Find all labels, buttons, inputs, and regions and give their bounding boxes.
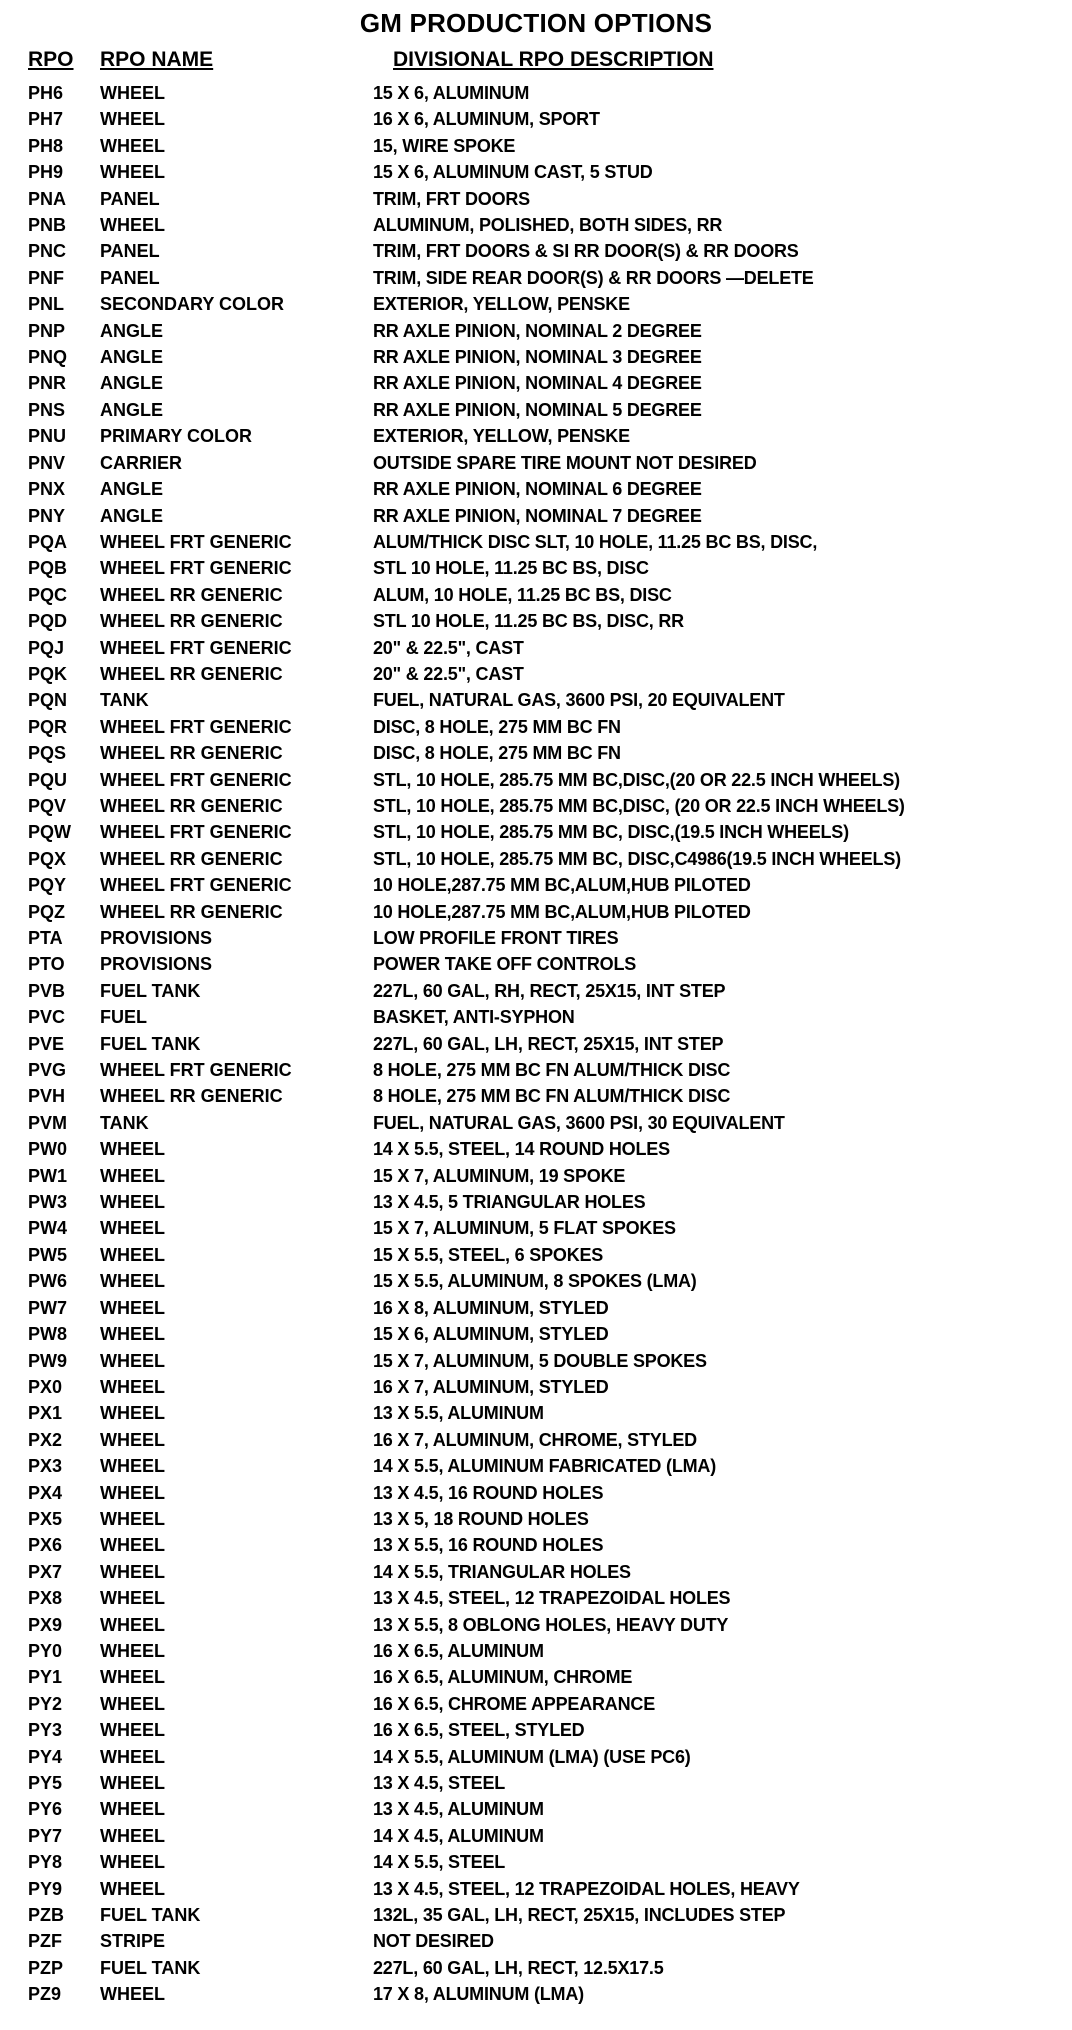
rpo-description: 13 X 4.5, 16 ROUND HOLES	[373, 1482, 604, 1503]
rpo-code: PX7	[28, 1561, 63, 1582]
rpo-description: 10 HOLE,287.75 MM BC,ALUM,HUB PILOTED	[373, 901, 751, 922]
rpo-description: RR AXLE PINION, NOMINAL 6 DEGREE	[373, 479, 702, 500]
table-row	[0, 1400, 1072, 1426]
rpo-code: PQS	[28, 743, 67, 764]
rpo-name: WHEEL FRT GENERIC	[100, 637, 292, 658]
table-row	[0, 1136, 1072, 1162]
rpo-name: WHEEL	[100, 1878, 165, 1899]
rpo-description: 14 X 5.5, ALUMINUM (LMA) (USE PC6)	[373, 1746, 691, 1767]
table-row	[0, 608, 1072, 634]
rpo-description: STL, 10 HOLE, 285.75 MM BC,DISC, (20 OR 22.5 INCH WHEELS)	[373, 795, 905, 816]
rpo-code: PY4	[28, 1746, 63, 1767]
rpo-code: PX9	[28, 1614, 63, 1635]
rpo-code: PVE	[28, 1033, 65, 1054]
table-row	[0, 1532, 1072, 1558]
rpo-code: PNL	[28, 294, 64, 315]
rpo-description: 15 X 7, ALUMINUM, 5 FLAT SPOKES	[373, 1218, 676, 1239]
rpo-code: PY2	[28, 1693, 63, 1714]
rpo-name: WHEEL RR GENERIC	[100, 1086, 283, 1107]
rpo-name: WHEEL	[100, 1825, 165, 1846]
rpo-code: PVH	[28, 1086, 66, 1107]
rpo-description: 8 HOLE, 275 MM BC FN ALUM/THICK DISC	[373, 1060, 731, 1081]
rpo-code: PW5	[28, 1244, 68, 1265]
rpo-name: PROVISIONS	[100, 954, 213, 975]
rpo-description: ALUMINUM, POLISHED, BOTH SIDES, RR	[373, 215, 723, 236]
rpo-description: DISC, 8 HOLE, 275 MM BC FN	[373, 743, 621, 764]
rpo-description: 132L, 35 GAL, LH, RECT, 25X15, INCLUDES STEP	[373, 1905, 786, 1926]
table-row	[0, 1664, 1072, 1690]
rpo-description: 14 X 4.5, ALUMINUM	[373, 1825, 544, 1846]
rpo-description: 15 X 7, ALUMINUM, 19 SPOKE	[373, 1165, 626, 1186]
table-row	[0, 133, 1072, 159]
table-row	[0, 186, 1072, 212]
table-row	[0, 529, 1072, 555]
rpo-code: PNC	[28, 241, 67, 262]
table-row	[0, 846, 1072, 872]
rpo-code: PVM	[28, 1112, 68, 1133]
rpo-code: PNF	[28, 267, 64, 288]
table-row	[0, 714, 1072, 740]
rpo-code: PNS	[28, 399, 66, 420]
table-row	[0, 978, 1072, 1004]
rpo-name: WHEEL	[100, 109, 165, 130]
table-row	[0, 767, 1072, 793]
rpo-code: PZB	[28, 1905, 64, 1926]
table-row	[0, 1638, 1072, 1664]
table-row	[0, 1031, 1072, 1057]
rpo-code: PX0	[28, 1376, 63, 1397]
table-row	[0, 1242, 1072, 1268]
rpo-description: 16 X 6.5, ALUMINUM, CHROME	[373, 1667, 633, 1688]
table-row	[0, 1955, 1072, 1981]
rpo-code: PVB	[28, 980, 66, 1001]
table-row	[0, 1691, 1072, 1717]
rpo-name: WHEEL	[100, 1773, 165, 1793]
rpo-description: 15, WIRE SPOKE	[373, 135, 516, 156]
table-row	[0, 370, 1072, 396]
rpo-name: WHEEL	[100, 215, 165, 236]
rpo-description: 16 X 6.5, ALUMINUM	[373, 1640, 544, 1661]
rpo-name: TANK	[100, 690, 149, 711]
rpo-description: 13 X 4.5, ALUMINUM	[373, 1799, 544, 1820]
rpo-code: PQN	[28, 690, 68, 711]
table-row	[0, 318, 1072, 344]
rpo-name: SECONDARY COLOR	[100, 294, 285, 315]
rpo-code: PY1	[28, 1667, 63, 1688]
table-row	[0, 159, 1072, 185]
rpo-code: PNA	[28, 188, 67, 209]
rpo-name: WHEEL	[100, 1324, 165, 1345]
table-row	[0, 476, 1072, 502]
table-row	[0, 1796, 1072, 1822]
rpo-code: PTO	[28, 954, 65, 975]
rpo-description: BASKET, ANTI-SYPHON	[373, 1007, 575, 1028]
rpo-name: WHEEL	[100, 1165, 165, 1186]
rpo-name: PANEL	[100, 267, 160, 288]
rpo-name: WHEEL	[100, 1508, 165, 1529]
rpo-code: PQZ	[28, 901, 66, 922]
rpo-code: PZF	[28, 1931, 62, 1952]
rpo-name: WHEEL	[100, 1720, 165, 1741]
rpo-description: 15 X 5.5, STEEL, 6 SPOKES	[373, 1244, 604, 1265]
rpo-name: WHEEL	[100, 1350, 165, 1371]
rpo-name: WHEEL	[100, 1271, 165, 1292]
rpo-description: 16 X 6.5, CHROME APPEARANCE	[373, 1693, 656, 1714]
rpo-name: WHEEL	[100, 1456, 165, 1477]
rpo-name: WHEEL	[100, 1376, 165, 1397]
rpo-code: PX8	[28, 1588, 63, 1609]
rpo-description: 16 X 6, ALUMINUM, SPORT	[373, 109, 600, 130]
column-header-description: DIVISIONAL RPO DESCRIPTION	[393, 48, 714, 71]
rpo-code: PX6	[28, 1535, 63, 1556]
rpo-description: TRIM, FRT DOORS & SI RR DOOR(S) & RR DOORS	[373, 241, 799, 262]
rpo-code: PTA	[28, 928, 63, 948]
rpo-code: PY3	[28, 1720, 63, 1741]
rpo-code: PQA	[28, 531, 68, 552]
rpo-name: WHEEL FRT GENERIC	[100, 716, 292, 737]
rpo-description: TRIM, FRT DOORS	[373, 188, 530, 209]
rpo-name: WHEEL RR GENERIC	[100, 584, 283, 605]
rpo-name: WHEEL FRT GENERIC	[100, 1060, 292, 1081]
table-row	[0, 951, 1072, 977]
rpo-name: PROVISIONS	[100, 928, 213, 948]
rpo-description: 227L, 60 GAL, RH, RECT, 25X15, INT STEP	[373, 980, 726, 1001]
rpo-name: CARRIER	[100, 452, 183, 473]
rpo-name: ANGLE	[100, 505, 163, 526]
table-row	[0, 1374, 1072, 1400]
rpo-name: ANGLE	[100, 347, 163, 368]
rpo-code: PQC	[28, 584, 68, 605]
rpo-description: 16 X 7, ALUMINUM, CHROME, STYLED	[373, 1429, 697, 1450]
rpo-description: 13 X 5.5, 8 OBLONG HOLES, HEAVY DUTY	[373, 1614, 729, 1635]
rpo-description: NOT DESIRED	[373, 1931, 494, 1952]
rpo-code: PNV	[28, 452, 66, 473]
rpo-name: WHEEL	[100, 162, 165, 183]
table-row	[0, 212, 1072, 238]
rpo-code: PVC	[28, 1007, 66, 1028]
table-row	[0, 1612, 1072, 1638]
rpo-name: WHEEL	[100, 1693, 165, 1714]
rpo-code: PW8	[28, 1324, 68, 1345]
table-row	[0, 1981, 1072, 2007]
rpo-name: WHEEL	[100, 1535, 165, 1556]
table-row	[0, 1585, 1072, 1611]
table-row	[0, 1453, 1072, 1479]
rpo-name: WHEEL	[100, 1852, 165, 1873]
rpo-name: WHEEL	[100, 1139, 165, 1160]
rpo-description: 13 X 4.5, STEEL, 12 TRAPEZOIDAL HOLES, HEAVY	[373, 1878, 800, 1899]
table-row	[0, 450, 1072, 476]
rpo-code: PX2	[28, 1429, 63, 1450]
rpo-description: LOW PROFILE FRONT TIRES	[373, 928, 619, 948]
rpo-name: WHEEL	[100, 83, 165, 103]
rpo-description: RR AXLE PINION, NOMINAL 4 DEGREE	[373, 373, 702, 394]
table-row	[0, 635, 1072, 661]
rpo-code: PQY	[28, 875, 67, 896]
table-row	[0, 1506, 1072, 1532]
rpo-name: WHEEL RR GENERIC	[100, 795, 283, 816]
table-row	[0, 80, 1072, 106]
table-row	[0, 291, 1072, 317]
rpo-code: PY7	[28, 1825, 63, 1846]
rpo-description: FUEL, NATURAL GAS, 3600 PSI, 20 EQUIVALENT	[373, 690, 785, 711]
table-row	[0, 1876, 1072, 1902]
table-row	[0, 1849, 1072, 1875]
rpo-name: WHEEL	[100, 1192, 165, 1213]
table-row	[0, 793, 1072, 819]
table-row	[0, 687, 1072, 713]
rpo-description: 8 HOLE, 275 MM BC FN ALUM/THICK DISC	[373, 1086, 731, 1107]
rpo-name: WHEEL	[100, 1984, 165, 2005]
table-row	[0, 925, 1072, 951]
rpo-name: TANK	[100, 1112, 149, 1133]
rpo-description: FUEL, NATURAL GAS, 3600 PSI, 30 EQUIVALENT	[373, 1112, 785, 1133]
table-row	[0, 1268, 1072, 1294]
rpo-code: PH8	[28, 135, 64, 156]
rpo-name: WHEEL FRT GENERIC	[100, 875, 292, 896]
rpo-code: PNR	[28, 373, 67, 394]
table-row	[0, 1902, 1072, 1928]
rpo-code: PY5	[28, 1773, 63, 1793]
rpo-code: PNP	[28, 320, 66, 341]
table-row	[0, 265, 1072, 291]
rpo-description: RR AXLE PINION, NOMINAL 7 DEGREE	[373, 505, 702, 526]
rpo-code: PX5	[28, 1508, 63, 1529]
rpo-code: PZ9	[28, 1984, 62, 2005]
rpo-code: PW9	[28, 1350, 68, 1371]
rpo-description: 14 X 5.5, STEEL	[373, 1852, 506, 1873]
rpo-name: WHEEL	[100, 1429, 165, 1450]
rpo-code: PNU	[28, 426, 67, 447]
rpo-description: STL, 10 HOLE, 285.75 MM BC, DISC,C4986(19.5 INCH WHEELS)	[373, 848, 901, 869]
rpo-description: 15 X 6, ALUMINUM CAST, 5 STUD	[373, 162, 653, 183]
table-row	[0, 238, 1072, 264]
table-row	[0, 1480, 1072, 1506]
rpo-name: WHEEL RR GENERIC	[100, 848, 283, 869]
rpo-name: WHEEL RR GENERIC	[100, 743, 283, 764]
rpo-name: ANGLE	[100, 320, 163, 341]
rpo-name: WHEEL RR GENERIC	[100, 663, 283, 684]
rpo-code: PQR	[28, 716, 68, 737]
rpo-name: WHEEL FRT GENERIC	[100, 769, 292, 790]
rpo-description: 13 X 5, 18 ROUND HOLES	[373, 1508, 589, 1529]
table-row	[0, 661, 1072, 687]
table-row	[0, 582, 1072, 608]
rpo-name: PRIMARY COLOR	[100, 426, 253, 447]
rpo-code: PVG	[28, 1060, 67, 1081]
rpo-code: PW7	[28, 1297, 68, 1318]
rpo-description: 15 X 6, ALUMINUM	[373, 83, 530, 103]
rpo-name: WHEEL	[100, 1640, 165, 1661]
table-row	[0, 740, 1072, 766]
rpo-description: 15 X 7, ALUMINUM, 5 DOUBLE SPOKES	[373, 1350, 707, 1371]
table-row	[0, 1427, 1072, 1453]
rpo-description: 13 X 5.5, ALUMINUM	[373, 1403, 544, 1424]
rpo-code: PQU	[28, 769, 68, 790]
rpo-description: 20" & 22.5", CAST	[373, 663, 524, 684]
rpo-code: PQJ	[28, 637, 65, 658]
rpo-description: 227L, 60 GAL, LH, RECT, 12.5X17.5	[373, 1957, 664, 1978]
rpo-description: OUTSIDE SPARE TIRE MOUNT NOT DESIRED	[373, 452, 757, 473]
table-row	[0, 1083, 1072, 1109]
table-row	[0, 1295, 1072, 1321]
rpo-code: PH7	[28, 109, 64, 130]
rpo-description: RR AXLE PINION, NOMINAL 5 DEGREE	[373, 399, 702, 420]
rpo-name: WHEEL	[100, 135, 165, 156]
rpo-description: RR AXLE PINION, NOMINAL 2 DEGREE	[373, 320, 702, 341]
rpo-description: POWER TAKE OFF CONTROLS	[373, 954, 637, 975]
rpo-name: PANEL	[100, 188, 160, 209]
table-row	[0, 555, 1072, 581]
rpo-name: ANGLE	[100, 373, 163, 394]
rpo-code: PQB	[28, 558, 68, 579]
rpo-description: 20" & 22.5", CAST	[373, 637, 524, 658]
page-title: GM PRODUCTION OPTIONS	[359, 8, 713, 38]
rpo-code: PW1	[28, 1165, 68, 1186]
rpo-code: PY9	[28, 1878, 63, 1899]
rpo-description: 16 X 7, ALUMINUM, STYLED	[373, 1376, 609, 1397]
table-row	[0, 1189, 1072, 1215]
rpo-name: WHEEL	[100, 1244, 165, 1265]
rpo-name: WHEEL FRT GENERIC	[100, 822, 292, 843]
table-row	[0, 1744, 1072, 1770]
rpo-code: PH6	[28, 83, 64, 103]
rpo-description: 16 X 8, ALUMINUM, STYLED	[373, 1297, 609, 1318]
rpo-name: WHEEL	[100, 1588, 165, 1609]
rpo-description: ALUM/THICK DISC SLT, 10 HOLE, 11.25 BC BS, DISC,	[373, 531, 818, 552]
table-row	[0, 344, 1072, 370]
rpo-name: WHEEL RR GENERIC	[100, 901, 283, 922]
rpo-description: TRIM, SIDE REAR DOOR(S) & RR DOORS —DELETE	[373, 267, 814, 288]
table-row	[0, 1110, 1072, 1136]
rpo-description: 15 X 5.5, ALUMINUM, 8 SPOKES (LMA)	[373, 1271, 697, 1292]
rpo-description: 14 X 5.5, ALUMINUM FABRICATED (LMA)	[373, 1456, 717, 1477]
rpo-code: PQW	[28, 822, 71, 843]
rpo-code: PNQ	[28, 347, 68, 368]
rpo-description: 13 X 4.5, STEEL, 12 TRAPEZOIDAL HOLES	[373, 1588, 731, 1609]
rpo-code: PH9	[28, 162, 64, 183]
rpo-name: WHEEL	[100, 1403, 165, 1424]
rpo-description: RR AXLE PINION, NOMINAL 3 DEGREE	[373, 347, 702, 368]
rpo-code: PY6	[28, 1799, 63, 1820]
rpo-name: PANEL	[100, 241, 160, 262]
rpo-code: PNB	[28, 215, 67, 236]
rpo-description: DISC, 8 HOLE, 275 MM BC FN	[373, 716, 621, 737]
rpo-name: FUEL	[100, 1007, 147, 1028]
rpo-name: WHEEL	[100, 1482, 165, 1503]
rpo-code: PX1	[28, 1403, 63, 1424]
rpo-description: 10 HOLE,287.75 MM BC,ALUM,HUB PILOTED	[373, 875, 751, 896]
table-row	[0, 819, 1072, 845]
rpo-description: 13 X 4.5, STEEL	[373, 1773, 506, 1793]
rpo-code: PW3	[28, 1192, 68, 1213]
rpo-code: PQV	[28, 795, 67, 816]
rpo-name: STRIPE	[100, 1931, 166, 1952]
table-row	[0, 1163, 1072, 1189]
table-row	[0, 1004, 1072, 1030]
table-row	[0, 397, 1072, 423]
table-row	[0, 1928, 1072, 1954]
column-header-rpo: RPO	[28, 48, 74, 71]
rpo-name: ANGLE	[100, 399, 163, 420]
rpo-code: PY8	[28, 1852, 63, 1873]
rpo-description: 16 X 6.5, STEEL, STYLED	[373, 1720, 585, 1741]
rpo-name: ANGLE	[100, 479, 163, 500]
rpo-description: STL, 10 HOLE, 285.75 MM BC, DISC,(19.5 INCH WHEELS)	[373, 822, 849, 843]
rpo-description: ALUM, 10 HOLE, 11.25 BC BS, DISC	[373, 584, 672, 605]
rpo-code: PX4	[28, 1482, 63, 1503]
rpo-name: WHEEL	[100, 1561, 165, 1582]
table-row	[0, 1823, 1072, 1849]
rpo-name: WHEEL	[100, 1614, 165, 1635]
table-row	[0, 1717, 1072, 1743]
rpo-code: PW6	[28, 1271, 68, 1292]
rpo-description: EXTERIOR, YELLOW, PENSKE	[373, 426, 630, 447]
table-row	[0, 1559, 1072, 1585]
rpo-description: 13 X 5.5, 16 ROUND HOLES	[373, 1535, 604, 1556]
rpo-description: 13 X 4.5, 5 TRIANGULAR HOLES	[373, 1192, 646, 1213]
rpo-name: WHEEL	[100, 1297, 165, 1318]
rpo-name: FUEL TANK	[100, 1957, 201, 1978]
rpo-code: PQD	[28, 611, 68, 632]
rpo-name: WHEEL	[100, 1667, 165, 1688]
rpo-code: PNY	[28, 505, 66, 526]
rpo-name: WHEEL	[100, 1218, 165, 1239]
table-row	[0, 106, 1072, 132]
rpo-code: PY0	[28, 1640, 63, 1661]
rpo-description: STL 10 HOLE, 11.25 BC BS, DISC, RR	[373, 611, 684, 632]
rpo-code: PQK	[28, 663, 68, 684]
rpo-description: 14 X 5.5, TRIANGULAR HOLES	[373, 1561, 631, 1582]
table-row	[0, 899, 1072, 925]
rpo-name: FUEL TANK	[100, 980, 201, 1001]
rpo-name: FUEL TANK	[100, 1033, 201, 1054]
table-row	[0, 1057, 1072, 1083]
rpo-name: FUEL TANK	[100, 1905, 201, 1926]
rpo-code: PX3	[28, 1456, 63, 1477]
rpo-name: WHEEL FRT GENERIC	[100, 558, 292, 579]
rpo-description: 14 X 5.5, STEEL, 14 ROUND HOLES	[373, 1139, 670, 1160]
rpo-code: PW0	[28, 1139, 68, 1160]
table-row	[0, 1770, 1072, 1796]
rpo-name: WHEEL	[100, 1746, 165, 1767]
column-header-rpo-name: RPO NAME	[100, 48, 214, 71]
rpo-description: STL 10 HOLE, 11.25 BC BS, DISC	[373, 558, 649, 579]
table-row	[0, 423, 1072, 449]
table-row	[0, 503, 1072, 529]
table-row	[0, 1215, 1072, 1241]
rpo-code: PQX	[28, 848, 67, 869]
rpo-code: PNX	[28, 479, 66, 500]
rpo-description: EXTERIOR, YELLOW, PENSKE	[373, 294, 630, 315]
table-row	[0, 1321, 1072, 1347]
options-table	[0, 80, 1072, 2008]
rpo-description: 17 X 8, ALUMINUM (LMA)	[373, 1984, 584, 2005]
rpo-name: WHEEL RR GENERIC	[100, 611, 283, 632]
table-row	[0, 1348, 1072, 1374]
rpo-name: WHEEL	[100, 1799, 165, 1820]
rpo-description: 15 X 6, ALUMINUM, STYLED	[373, 1324, 609, 1345]
rpo-code: PZP	[28, 1957, 64, 1978]
rpo-description: 227L, 60 GAL, LH, RECT, 25X15, INT STEP	[373, 1033, 724, 1054]
table-row	[0, 872, 1072, 898]
rpo-name: WHEEL FRT GENERIC	[100, 531, 292, 552]
rpo-code: PW4	[28, 1218, 68, 1239]
rpo-description: STL, 10 HOLE, 285.75 MM BC,DISC,(20 OR 22.5 INCH WHEELS)	[373, 769, 900, 790]
